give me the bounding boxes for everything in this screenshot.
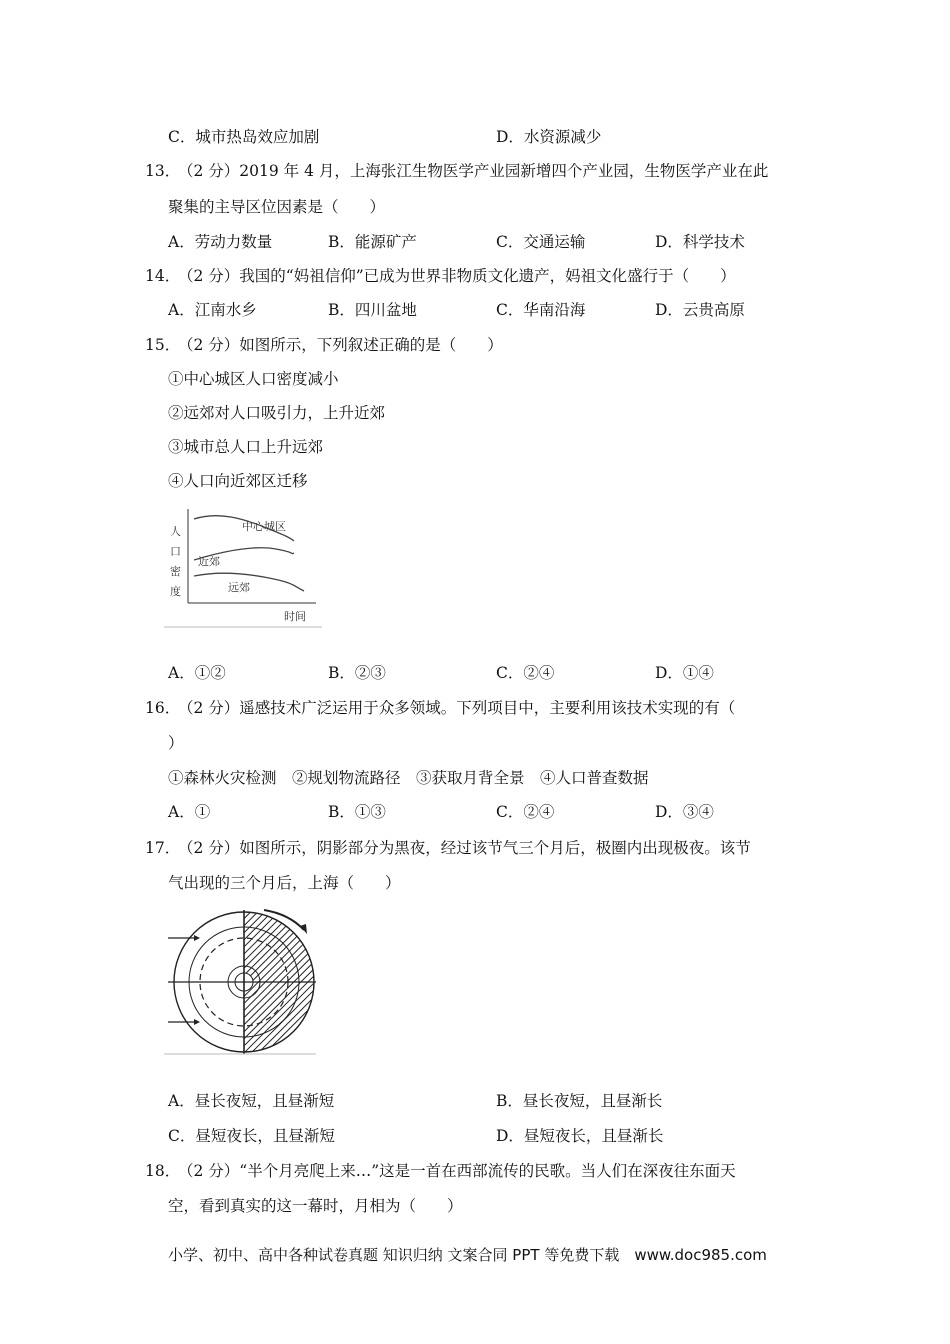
q15-option-b: B．②③ bbox=[328, 664, 386, 682]
q15-statement-3: ③城市总人口上升远郊 bbox=[168, 438, 324, 456]
q14-option-d: D．云贵高原 bbox=[655, 301, 745, 319]
q13-stem-line1: （2 分）2019 年 4 月，上海张江生物医学产业园新增四个产业园，生物医学产业在此 bbox=[178, 162, 769, 180]
sun-ray-bottom-arrow bbox=[194, 1019, 200, 1025]
q12-option-c: C．城市热岛效应加剧 bbox=[168, 128, 320, 146]
q17-option-c: C．昼短夜长，且昼渐短 bbox=[168, 1127, 335, 1145]
q14-option-b: B．四川盆地 bbox=[328, 301, 417, 319]
q15-option-c: C．②④ bbox=[496, 664, 555, 682]
figure-xlabel: 时间 bbox=[284, 610, 306, 623]
q14-number: 14． bbox=[145, 267, 181, 285]
q13-option-b: B．能源矿产 bbox=[328, 233, 417, 251]
q17-number: 17． bbox=[145, 839, 181, 857]
population-density-figure bbox=[164, 505, 324, 630]
q17-stem-line1: （2 分）如图所示，阴影部分为黑夜，经过该节气三个月后，极圈内出现极夜。该节 bbox=[178, 839, 751, 857]
label-far-suburb: 远郊 bbox=[228, 581, 250, 594]
q15-stem-line1: （2 分）如图所示，下列叙述正确的是（ ） bbox=[178, 336, 503, 354]
q18-stem-line2: 空，看到真实的这一幕时，月相为（ ） bbox=[168, 1197, 463, 1215]
figure-ylabel-char-2: 口 bbox=[170, 545, 181, 558]
q16-items: ①森林火灾检测 ②规划物流路径 ③获取月背全景 ④人口普查数据 bbox=[168, 769, 649, 787]
q13-option-a: A．劳动力数量 bbox=[168, 233, 273, 251]
q16-option-c: C．②④ bbox=[496, 803, 555, 821]
q16-stem-line1: （2 分）遥感技术广泛运用于众多领域。下列项目中，主要利用该技术实现的有（ bbox=[178, 699, 736, 717]
q18-stem-line1: （2 分）“半个月亮爬上来…”这是一首在西部流传的民歌。当人们在深夜往东面天 bbox=[178, 1162, 736, 1180]
q15-option-a: A．①② bbox=[168, 664, 226, 682]
figure-ylabel-char-1: 人 bbox=[170, 525, 181, 538]
q14-option-c: C．华南沿海 bbox=[496, 301, 586, 319]
q15-option-d: D．①④ bbox=[655, 664, 714, 682]
q13-option-c: C．交通运输 bbox=[496, 233, 586, 251]
q17-option-d: D．昼短夜长，且昼渐长 bbox=[496, 1127, 664, 1145]
q17-stem-line2: 气出现的三个月后，上海（ ） bbox=[168, 874, 401, 892]
q17-option-a: A．昼长夜短，且昼渐短 bbox=[168, 1092, 335, 1110]
label-near-suburb: 近郊 bbox=[198, 555, 220, 568]
q13-stem-line2: 聚集的主导区位因素是（ ） bbox=[168, 198, 386, 216]
q15-number: 15． bbox=[145, 336, 181, 354]
q15-statement-4: ④人口向近郊区迁移 bbox=[168, 472, 308, 490]
q13-number: 13． bbox=[145, 162, 181, 180]
q14-option-a: A．江南水乡 bbox=[168, 301, 257, 319]
q17-option-b: B．昼长夜短，且昼渐长 bbox=[496, 1092, 663, 1110]
figure-ylabel-char-3: 密 bbox=[170, 565, 181, 578]
figure-ylabel-char-4: 度 bbox=[170, 585, 181, 598]
q12-option-d: D．水资源减少 bbox=[496, 128, 602, 146]
q14-stem-line1: （2 分）我国的“妈祖信仰”已成为世界非物质文化遗产，妈祖文化盛行于（ ） bbox=[178, 267, 736, 285]
q16-option-a: A．① bbox=[168, 803, 211, 821]
q16-stem-line2: ） bbox=[168, 734, 184, 752]
q18-number: 18． bbox=[145, 1162, 181, 1180]
rotation-arrow-head bbox=[300, 924, 307, 934]
q16-number: 16． bbox=[145, 699, 181, 717]
q16-option-b: B．①③ bbox=[328, 803, 386, 821]
q13-option-d: D．科学技术 bbox=[655, 233, 745, 251]
q16-option-d: D．③④ bbox=[655, 803, 714, 821]
q15-statement-2: ②远郊对人口吸引力，上升近郊 bbox=[168, 404, 386, 422]
label-central-city: 中心城区 bbox=[242, 520, 286, 533]
day-night-figure bbox=[164, 906, 318, 1056]
page-footer: 小学、初中、高中各种试卷真题 知识归纳 文案合同 PPT 等免费下载 www.doc985.com bbox=[168, 1246, 767, 1264]
sun-ray-top-arrow bbox=[194, 935, 200, 941]
q15-statement-1: ①中心城区人口密度减小 bbox=[168, 370, 339, 388]
